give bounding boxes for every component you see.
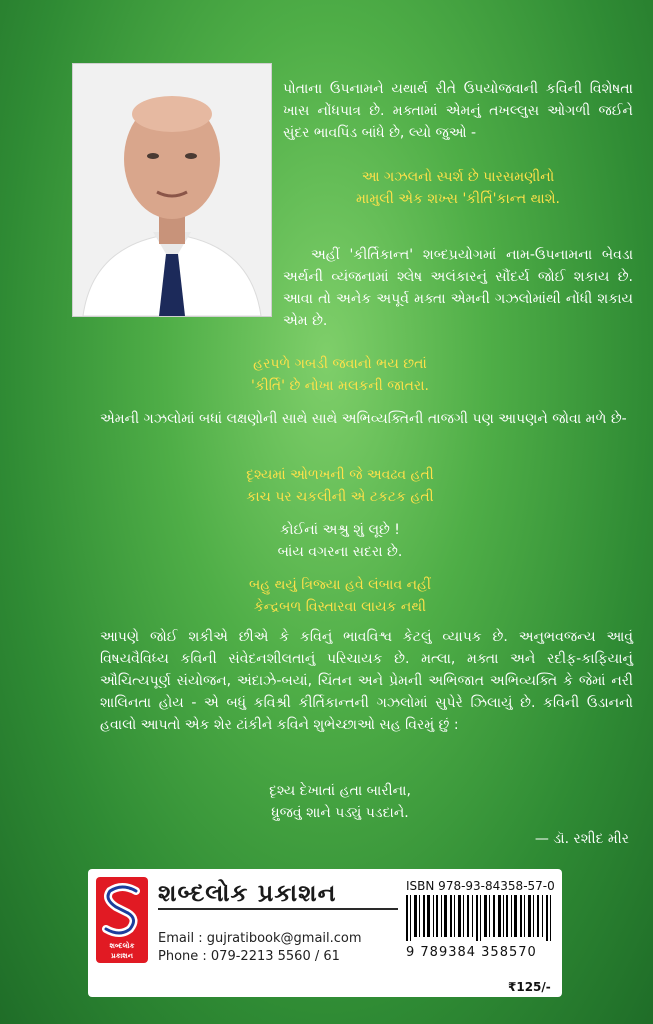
price: ₹125/- [508, 980, 551, 994]
publisher-name: શબ્દલોક પ્રકાશન [158, 879, 337, 907]
couplet-5-line-1: બહુ થયું ત્રિજ્યા હવે લંબાવ નહીં [248, 577, 432, 593]
author-portrait-image [73, 64, 271, 316]
couplet-4-line-2: બાંય વગરના સદરા છે. [277, 544, 403, 560]
couplet-5-line-2: કેન્દ્રબળ વિસ્તારવા લાયક નથી [253, 599, 427, 615]
couplet-1 [283, 166, 633, 210]
barcode-icon [406, 895, 556, 941]
logo-caption: શબ્દલોક પ્રકાશન [109, 942, 135, 960]
author-signature: — ડૉ. રશીદ મીર [534, 831, 629, 847]
divider [158, 908, 398, 910]
publisher-panel [88, 869, 562, 997]
publisher-email: Email : gujratibook@gmail.com [158, 931, 362, 946]
couplet-4 [160, 519, 520, 563]
author-photo [72, 63, 272, 317]
paragraph-4: આપણે જોઈ શકીએ છીએ કે કવિનું ભાવવિશ્વ કેટલું વ્યાપક છે. અનુભવજન્ય આવું વિષયવૈવિધ્ય કવિની સંવેદનશીલતાનું પરિચાયક છે. મત્લા, મક્તા અને રદીફ-કાફિયાનું ઔચિત્યપૂર્ણ સંયોજન, અંદાઝે-બયાં, ચિંતન અને પ્રેમની અભિજાત અભિવ્યક્તિ કે જેમાં નરી શાલિનતા હોય - એ બધું કવિશ્રી કીર્તિકાન્તની ગઝલોમાં સુપેરે ઝિલાયું છે. કવિની ઉડાનનો હવાલો આપતો એક શેર ટાંકીને કવિને શુભેચ્છાઓ સહ વિરમું છું : [100, 629, 633, 733]
paragraph-2a: અહીં 'કીર્તિકાન્ત' શબ્દપ્રયોગમાં નામ-ઉપનામના બેવડા અર્થની વ્યંજનામાં શ્લેષ અલંકારનું સૌંદર્ય જોઈ શકાય છે. આવા તો અનેક અપૂર્વ મક્તા એમની ગઝલોમાંથી નોંધી શકાય એમ છે. [283, 247, 633, 329]
isbn-label: ISBN 978-93-84358-57-0 [406, 879, 555, 893]
couplet-2-line-1: હરપળે ગબડી જવાનો ભય છતાં [253, 356, 427, 372]
couplet-6-line-1: દૃશ્ય દેખાતાં હતા બારીના, [269, 783, 411, 799]
publisher-logo [96, 877, 148, 963]
couplet-2 [160, 353, 520, 397]
isbn-digits: 9 789384 358570 [406, 945, 537, 960]
publisher-phone: Phone : 079-2213 5560 / 61 [158, 949, 340, 964]
paragraph-intro: પોતાના ઉપનામને યથાર્થ રીતે ઉપયોજવાની કવિની વિશેષતા ખાસ નોંધપાત્ર છે. મક્તામાં એમનું તખલ્લુસ ઓગળી જઈને સુંદર ભાવપિંડ બાંધે છે, લ્યો જુઓ - [283, 81, 633, 141]
couplet-6-line-2: ધ્રુજવું શાને પડ્યું પડદાને. [271, 805, 409, 821]
couplet-2-line-2: 'કીર્તિ' છે નોખા મલકની જાતરા. [250, 378, 429, 394]
couplet-5 [160, 574, 520, 618]
s-logo-icon [102, 881, 142, 939]
couplet-3-line-2: કાચ પર ચકલીની એ ટકટક હતી [246, 489, 434, 505]
couplet-1-line-2: મામુલી એક શખ્સ 'કીર્તિ'કાન્ત થાશે. [356, 191, 560, 207]
paragraph-3: એમની ગઝલોમાં બધાં લક્ષણોની સાથે સાથે અભિવ્યક્તિની તાજગી પણ આપણને જોવા મળે છે- [100, 411, 627, 427]
couplet-3 [160, 464, 520, 508]
couplet-3-line-1: દૃશ્યમાં ઓળખની જે અવઢવ હતી [246, 467, 434, 483]
couplet-1-line-1: આ ગઝલનો સ્પર્શ છે પારસમણીનો [361, 169, 555, 185]
couplet-6 [160, 780, 520, 824]
couplet-4-line-1: કોઈનાં અશ્રુ શું લૂછે ! [280, 522, 400, 538]
